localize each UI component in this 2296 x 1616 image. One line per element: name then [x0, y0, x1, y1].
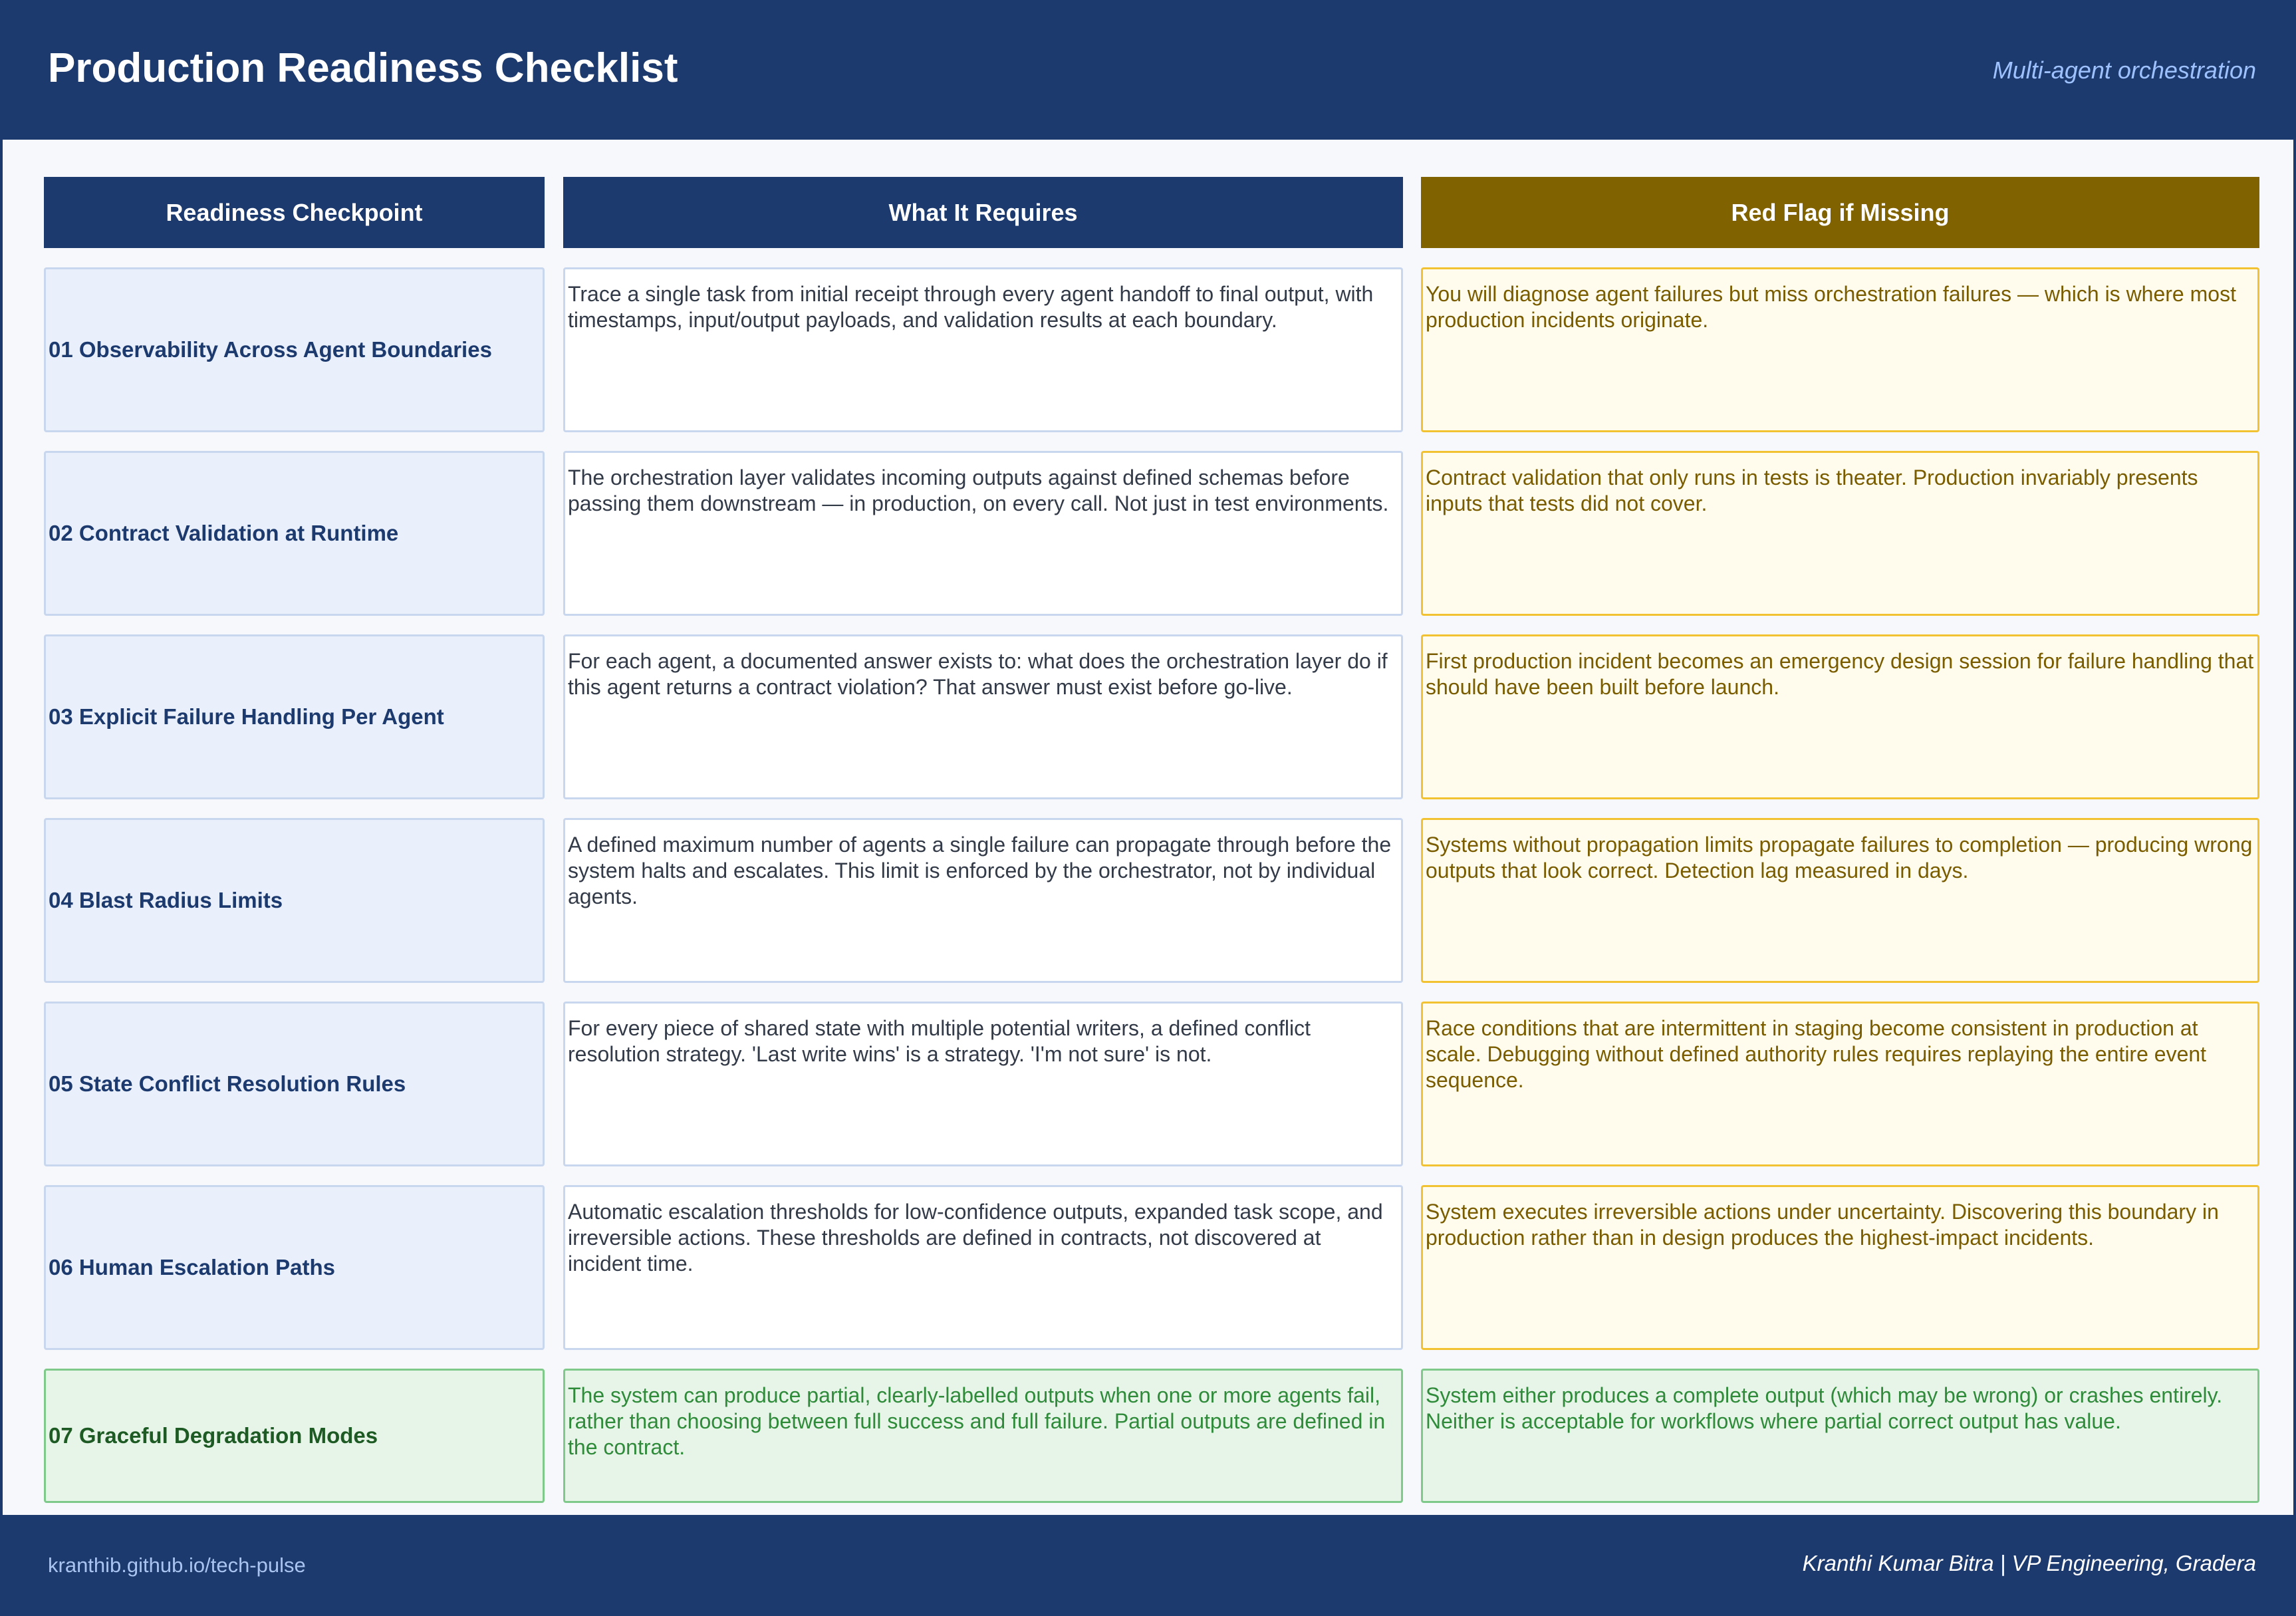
- red-flag-cell: Race conditions that are intermittent in staging become consistent in production at scale. Debugging without defined authority rules requires replaying the entire event sequence.: [1421, 1002, 2259, 1166]
- requirement-cell: For each agent, a documented answer exists to: what does the orchestration layer do if this agent returns a contract violation? That answer must exist before go-live.: [563, 634, 1403, 799]
- red-flag-cell: You will diagnose agent failures but miss orchestration failures — which is where most production incidents originate.: [1421, 267, 2259, 432]
- page-title: Production Readiness Checklist: [48, 45, 678, 91]
- header-bar: [3, 3, 2293, 140]
- requirement-cell: The orchestration layer validates incoming outputs against defined schemas before passing them downstream — in production, on every call. Not just in test environments.: [563, 451, 1403, 616]
- requirement-cell: Trace a single task from initial receipt through every agent handoff to final output, with timestamps, input/output payloads, and validation results at each boundary.: [563, 267, 1403, 432]
- requirement-cell: Automatic escalation thresholds for low-confidence outputs, expanded task scope, and irreversible actions. These thresholds are defined in contracts, not discovered at incident time.: [563, 1185, 1403, 1350]
- red-flag-cell: System executes irreversible actions under uncertainty. Discovering this boundary in production rather than in design produces the highest-impact incidents.: [1421, 1185, 2259, 1350]
- checkpoint-cell: 04 Blast Radius Limits: [44, 818, 545, 983]
- footer-url: kranthib.github.io/tech-pulse: [48, 1553, 306, 1577]
- checkpoint-cell: 03 Explicit Failure Handling Per Agent: [44, 634, 545, 799]
- column-header-checkpoint: Readiness Checkpoint: [44, 177, 545, 248]
- checkpoint-cell: 05 State Conflict Resolution Rules: [44, 1002, 545, 1166]
- red-flag-cell: Systems without propagation limits propagate failures to completion — producing wrong outputs that look correct. Detection lag measured in days.: [1421, 818, 2259, 983]
- red-flag-cell: First production incident becomes an emergency design session for failure handling that should have been built before launch.: [1421, 634, 2259, 799]
- checkpoint-cell: 01 Observability Across Agent Boundaries: [44, 267, 545, 432]
- requirement-cell: A defined maximum number of agents a single failure can propagate through before the system halts and escalates. This limit is enforced by the orchestrator, not by individual agents.: [563, 818, 1403, 983]
- column-header-requires: What It Requires: [563, 177, 1403, 248]
- red-flag-cell: System either produces a complete output (which may be wrong) or crashes entirely. Neither is acceptable for workflows where partial correct output has value.: [1421, 1369, 2259, 1503]
- page-subtitle: Multi-agent orchestration: [1992, 57, 2256, 84]
- footer-author: Kranthi Kumar Bitra | VP Engineering, Gradera: [1802, 1551, 2256, 1575]
- checkpoint-cell: 06 Human Escalation Paths: [44, 1185, 545, 1350]
- red-flag-cell: Contract validation that only runs in tests is theater. Production invariably presents inputs that tests did not cover.: [1421, 451, 2259, 616]
- requirement-cell: For every piece of shared state with multiple potential writers, a defined conflict resolution strategy. 'Last write wins' is a strategy. 'I'm not sure' is not.: [563, 1002, 1403, 1166]
- checkpoint-cell: 07 Graceful Degradation Modes: [44, 1369, 545, 1503]
- footer-bar: [3, 1515, 2293, 1613]
- column-header-red-flag: Red Flag if Missing: [1421, 177, 2259, 248]
- requirement-cell: The system can produce partial, clearly-labelled outputs when one or more agents fail, rather than choosing between full success and full failure. Partial outputs are defined in the contract.: [563, 1369, 1403, 1503]
- checkpoint-cell: 02 Contract Validation at Runtime: [44, 451, 545, 616]
